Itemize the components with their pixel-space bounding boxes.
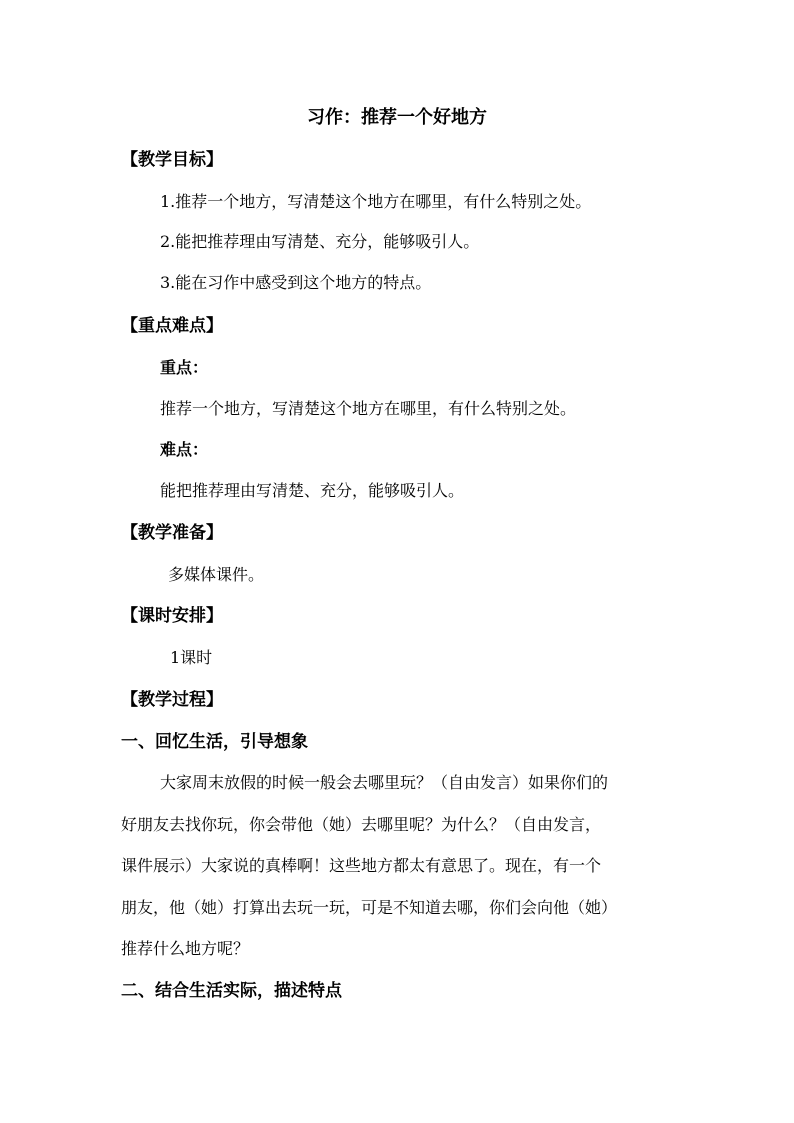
step1-line: 课件展示）大家说的真棒啊！这些地方都太有意思了。现在，有一个	[121, 856, 602, 875]
schedule-text: 1课时	[170, 648, 213, 667]
step1-line: 好朋友去找你玩，你会带他（她）去哪里呢？为什么？（自由发言，	[121, 815, 602, 834]
focus-text: 推荐一个地方，写清楚这个地方在哪里，有什么特别之处。	[160, 399, 577, 418]
step2-heading: 二、结合生活实际，描述特点	[121, 981, 342, 1001]
difficulty-label: 难点：	[160, 440, 209, 459]
step1-line: 朋友，他（她）打算出去玩一玩，可是不知道去哪，你们会向他（她）	[121, 898, 618, 917]
schedule-heading: 【课时安排】	[121, 606, 223, 626]
preparation-text: 多媒体课件。	[168, 565, 265, 584]
goals-heading: 【教学目标】	[121, 150, 223, 170]
goal-item: 2.能把推荐理由写清楚、充分，能够吸引人。	[160, 232, 480, 251]
step1-line: 推荐什么地方呢？	[121, 939, 250, 958]
process-heading: 【教学过程】	[121, 690, 223, 710]
difficulty-text: 能把推荐理由写清楚、充分，能够吸引人。	[160, 481, 465, 500]
document-title: 习作：推荐一个好地方	[307, 107, 487, 128]
step1-line: 大家周末放假的时候一般会去哪里玩？（自由发言）如果你们的	[160, 773, 609, 792]
goal-item: 3.能在习作中感受到这个地方的特点。	[160, 273, 432, 292]
preparation-heading: 【教学准备】	[121, 523, 223, 543]
goal-item: 1.推荐一个地方，写清楚这个地方在哪里，有什么特别之处。	[160, 192, 592, 211]
step1-heading: 一、回忆生活，引导想象	[121, 732, 308, 752]
key-points-heading: 【重点难点】	[121, 316, 223, 336]
focus-label: 重点：	[160, 358, 209, 377]
